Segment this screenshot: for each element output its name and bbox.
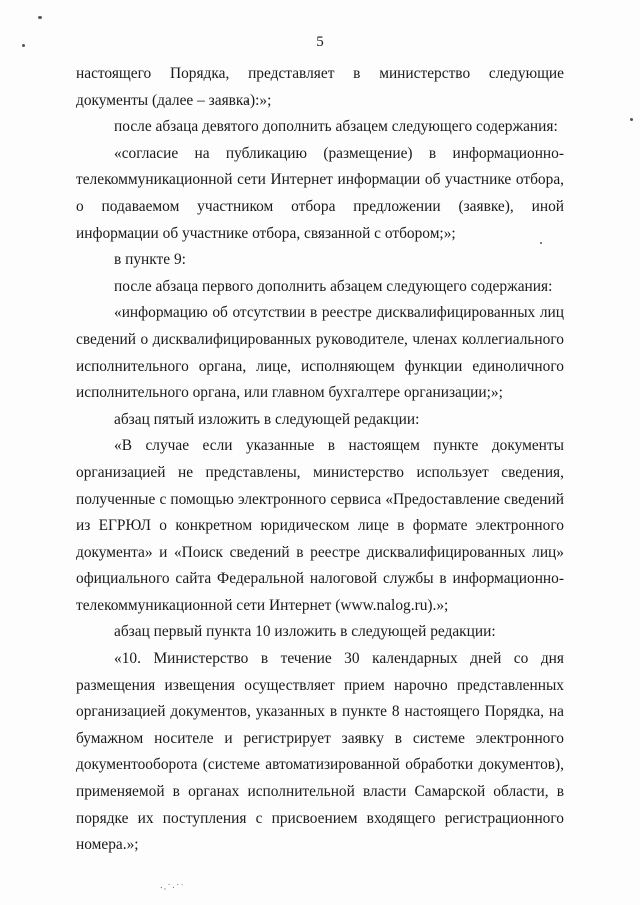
scan-speck bbox=[630, 118, 633, 121]
document-body bbox=[76, 61, 564, 859]
paragraph: «согласие на публикацию (размещение) в информационно-телекоммуникационной сети Интернет информации об участнике отбора, о подаваемом участником отбора предложении (заявке), иной информации об участнике отбора, связанной с отбором;»; bbox=[76, 144, 564, 242]
paragraph: абзац пятый изложить в следующей редакции: bbox=[114, 410, 420, 428]
paragraph: после абзаца первого дополнить абзацем следующего содержания: bbox=[114, 277, 553, 295]
paragraph: настоящего Порядка, представляет в министерство следующие документы (далее – заявка):»; bbox=[76, 65, 564, 109]
scan-speck bbox=[38, 16, 42, 19]
paragraph: в пункте 9: bbox=[114, 251, 186, 269]
paragraph: после абзаца девятого дополнить абзацем следующего содержания: bbox=[114, 118, 558, 136]
paragraph: абзац первый пункта 10 изложить в следующей редакции: bbox=[114, 623, 496, 641]
paragraph: «В случае если указанные в настоящем пункте документы организацией не представлены, министерство использует сведения, полученные с помощью электронного сервиса «Предоставление сведений из ЕГРЮЛ о конкретном юридическом лице в формате электронного документа» и «Поиск сведений в реестре дисквалифицированных лиц» официального сайта Федеральной налоговой службы в информационно-телекоммуникационной сети Интернет (www.nalog.ru).»; bbox=[76, 437, 564, 614]
paragraph: «информацию об отсутствии в реестре дисквалифицированных лиц сведений о дисквалифицированных руководителе, членах коллегиального исполнительного органа, лице, исполняющем функции единоличного исполнительного органа, или главном бухгалтере организации;»; bbox=[76, 304, 564, 402]
paragraph: «10. Министерство в течение 30 календарных дней со дня размещения извещения осуществляет прием нарочно представленных организацией документов, указанных в пункте 8 настоящего Порядка, на бумажном носителе и регистрирует заявку в системе электронного документооборота (системе автоматизированной обработки документов), применяемой в органах исполнительной власти Самарской области, в порядке их поступления с присвоением входящего регистрационного номера.»; bbox=[76, 650, 564, 854]
scan-scribble: ⸱⸳˙·˙ˈ bbox=[160, 883, 185, 894]
page-number: 5 bbox=[316, 34, 324, 50]
